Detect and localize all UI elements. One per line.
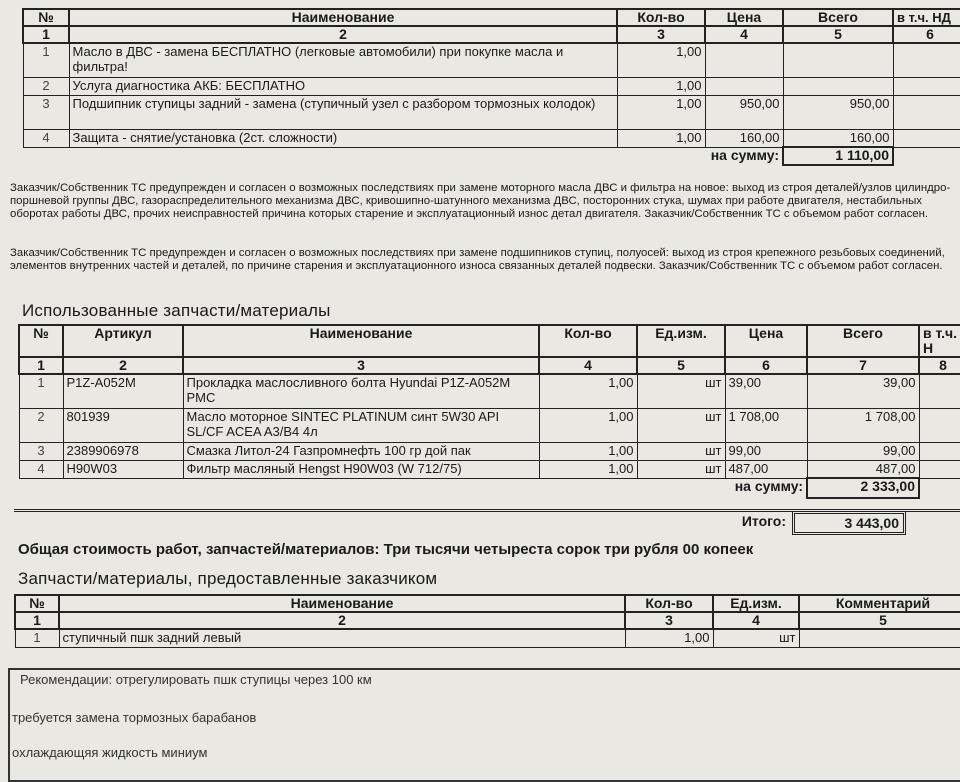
parts-row [19, 442, 960, 460]
work-vat [893, 43, 960, 77]
work-total [783, 43, 893, 77]
row-number: 1 [19, 374, 63, 408]
works-colnum-row [23, 26, 960, 43]
part-vat [919, 374, 960, 408]
parts-col-unit: Ед.изм. [637, 325, 725, 357]
colnum: 4 [705, 26, 783, 43]
part-price: 487,00 [725, 460, 807, 478]
work-vat [893, 95, 960, 129]
works-sum-label: на сумму: [710, 147, 779, 163]
work-vat [893, 77, 960, 95]
row-number: 3 [19, 442, 63, 460]
colnum: 1 [23, 26, 69, 43]
work-price [705, 77, 783, 95]
work-total: 950,00 [783, 95, 893, 129]
colnum: 5 [799, 612, 960, 629]
parts-table [18, 324, 960, 499]
colnum: 2 [59, 612, 625, 629]
total-in-words: Общая стоимость работ, запчастей/материалов: Три тысячи четыреста сорок три рубля 00 копеек [18, 541, 754, 558]
customer-parts-title: Запчасти/материалы, предоставленные заказчиком [18, 569, 438, 588]
works-col-price: Цена [705, 9, 783, 26]
parts-sum-row [19, 478, 960, 498]
part-vat [919, 442, 960, 460]
cp-col-qty: Кол-во [625, 595, 713, 612]
cp-unit: шт [713, 629, 799, 647]
parts-col-art: Артикул [63, 325, 183, 357]
work-price: 160,00 [705, 129, 783, 147]
part-unit: шт [637, 374, 725, 408]
customer-parts-colnum-row [15, 612, 960, 629]
part-vat [919, 408, 960, 442]
works-col-name: Наименование [69, 9, 617, 26]
works-col-n: № [23, 9, 69, 26]
part-article: P1Z-A052M [63, 374, 183, 408]
colnum: 3 [617, 26, 705, 43]
parts-sum-label: на сумму: [734, 478, 803, 494]
cp-col-n: № [15, 595, 59, 612]
work-vat [893, 129, 960, 147]
disclaimer-hub: Заказчик/Собственник ТС предупрежден и согласен о возможных последствиях при замене подшипников ступиц, полуосей: выход из строя крепежного резьбовых соединений, элементов внутренних частей и деталей, по причине старения и эксплуатационного износа связанных деталей подвески. Заказчик/Собственник ТС с объемом работ согласен. [10, 247, 945, 272]
work-price [705, 43, 783, 77]
parts-title: Использованные запчасти/материалы [22, 301, 331, 320]
part-vat [919, 460, 960, 478]
part-unit: шт [637, 408, 725, 442]
part-qty: 1,00 [539, 408, 637, 442]
parts-row [19, 374, 960, 408]
colnum: 2 [63, 357, 183, 374]
part-qty: 1,00 [539, 442, 637, 460]
part-total: 1 708,00 [807, 408, 919, 442]
colnum: 4 [713, 612, 799, 629]
blank [919, 478, 960, 498]
colnum: 3 [183, 357, 539, 374]
colnum: 1 [15, 612, 59, 629]
row-number: 2 [19, 408, 63, 442]
grand-total-label: Итого: [741, 513, 786, 529]
parts-row [19, 460, 960, 478]
part-name: Масло моторное SINTEC PLATINUM синт 5W30 API SL/CF ACEA A3/B4 4л [183, 408, 539, 442]
parts-col-n: № [19, 325, 63, 357]
parts-col-vat: в т.ч. Н [919, 325, 960, 357]
colnum: 1 [19, 357, 63, 374]
works-header-row [23, 9, 960, 26]
row-number: 3 [23, 95, 69, 129]
part-unit: шт [637, 460, 725, 478]
cp-col-name: Наименование [59, 595, 625, 612]
colnum: 3 [625, 612, 713, 629]
part-qty: 1,00 [539, 460, 637, 478]
parts-col-price: Цена [725, 325, 807, 357]
part-article: H90W03 [63, 460, 183, 478]
row-number: 4 [19, 460, 63, 478]
works-sum-row [23, 147, 960, 165]
cp-name: ступичный пшк задний левый [59, 629, 625, 647]
row-number: 1 [15, 629, 59, 647]
work-name: Защита - снятие/установка (2ст. сложности) [69, 129, 617, 147]
grand-total-value: 3 443,00 [792, 511, 906, 535]
customer-parts-row [15, 629, 960, 647]
part-unit: шт [637, 442, 725, 460]
work-total [783, 77, 893, 95]
cp-col-unit: Ед.изм. [713, 595, 799, 612]
work-qty: 1,00 [617, 43, 705, 77]
colnum: 4 [539, 357, 637, 374]
colnum: 6 [893, 26, 960, 43]
part-name: Фильтр масляный Hengst H90W03 (W 712/75) [183, 460, 539, 478]
works-row [23, 77, 960, 95]
cp-col-comment: Комментарий [799, 595, 960, 612]
works-row [23, 43, 960, 77]
cp-comment [799, 629, 960, 647]
work-qty: 1,00 [617, 77, 705, 95]
part-price: 99,00 [725, 442, 807, 460]
work-price: 950,00 [705, 95, 783, 129]
disclaimer-oil: Заказчик/Собственник ТС предупрежден и согласен о возможных последствиях при замене моторного масла ДВС и фильтра на новое: выход из строя деталей/узлов цилиндро-поршневой группы ДВС, газораспределительного механизма ДВС, кривошипно-шатунного механизма ДВС, посторонних стука, шумах при работе двигателя, нестабильных оборотах работы ДВС, прочих неисправностей причина которых старение и эксплуатационный износ детал двигателя. Заказчик/Собственник ТС с объемом работ согласен. [10, 182, 951, 220]
cp-qty: 1,00 [625, 629, 713, 647]
works-table [22, 8, 960, 166]
parts-header-row [19, 325, 960, 357]
works-col-qty: Кол-во [617, 9, 705, 26]
row-number: 2 [23, 77, 69, 95]
work-qty: 1,00 [617, 129, 705, 147]
work-name: Масло в ДВС - замена БЕСПЛАТНО (легковые автомобили) при покупке масла и фильтра! [69, 43, 617, 77]
work-qty: 1,00 [617, 95, 705, 129]
works-row [23, 95, 960, 129]
blank [183, 478, 539, 498]
works-sum-value: 1 110,00 [783, 147, 893, 165]
blank [63, 478, 183, 498]
work-name: Подшипник ступицы задний - замена (ступичный узел с разбором тормозных колодок) [69, 95, 617, 129]
row-number: 4 [23, 129, 69, 147]
part-price: 1 708,00 [725, 408, 807, 442]
blank [893, 147, 960, 165]
colnum: 5 [783, 26, 893, 43]
colnum: 8 [919, 357, 960, 374]
part-qty: 1,00 [539, 374, 637, 408]
part-name: Прокладка маслосливного болта Hyundai P1Z-A052M PMC [183, 374, 539, 408]
parts-col-name: Наименование [183, 325, 539, 357]
part-article: 801939 [63, 408, 183, 442]
recommendation-line: требуется замена тормозных барабанов [12, 710, 257, 725]
parts-colnum-row [19, 357, 960, 374]
parts-col-total: Всего [807, 325, 919, 357]
row-number: 1 [23, 43, 69, 77]
works-col-vat: в т.ч. НД [893, 9, 960, 26]
recommendation-line: охлаждающяя жидкость миниум [12, 745, 208, 760]
blank [19, 478, 63, 498]
part-total: 39,00 [807, 374, 919, 408]
parts-row [19, 408, 960, 442]
colnum: 5 [637, 357, 725, 374]
blank [23, 147, 69, 165]
colnum: 2 [69, 26, 617, 43]
parts-sum-value: 2 333,00 [807, 478, 919, 498]
parts-col-qty: Кол-во [539, 325, 637, 357]
work-name: Услуга диагностика АКБ: БЕСПЛАТНО [69, 77, 617, 95]
blank [539, 478, 637, 498]
colnum: 7 [807, 357, 919, 374]
part-total: 99,00 [807, 442, 919, 460]
work-total: 160,00 [783, 129, 893, 147]
customer-parts-header-row [15, 595, 960, 612]
part-price: 39,00 [725, 374, 807, 408]
recommendations-box [8, 668, 960, 782]
part-article: 2389906978 [63, 442, 183, 460]
recommendation-line: Рекомендации: отрегулировать пшк ступицы через 100 км [20, 672, 372, 687]
works-row [23, 129, 960, 147]
blank [69, 147, 617, 165]
colnum: 6 [725, 357, 807, 374]
customer-parts-table [14, 594, 960, 648]
part-name: Смазка Литол-24 Газпромнефть 100 гр дой пак [183, 442, 539, 460]
part-total: 487,00 [807, 460, 919, 478]
works-col-total: Всего [783, 9, 893, 26]
